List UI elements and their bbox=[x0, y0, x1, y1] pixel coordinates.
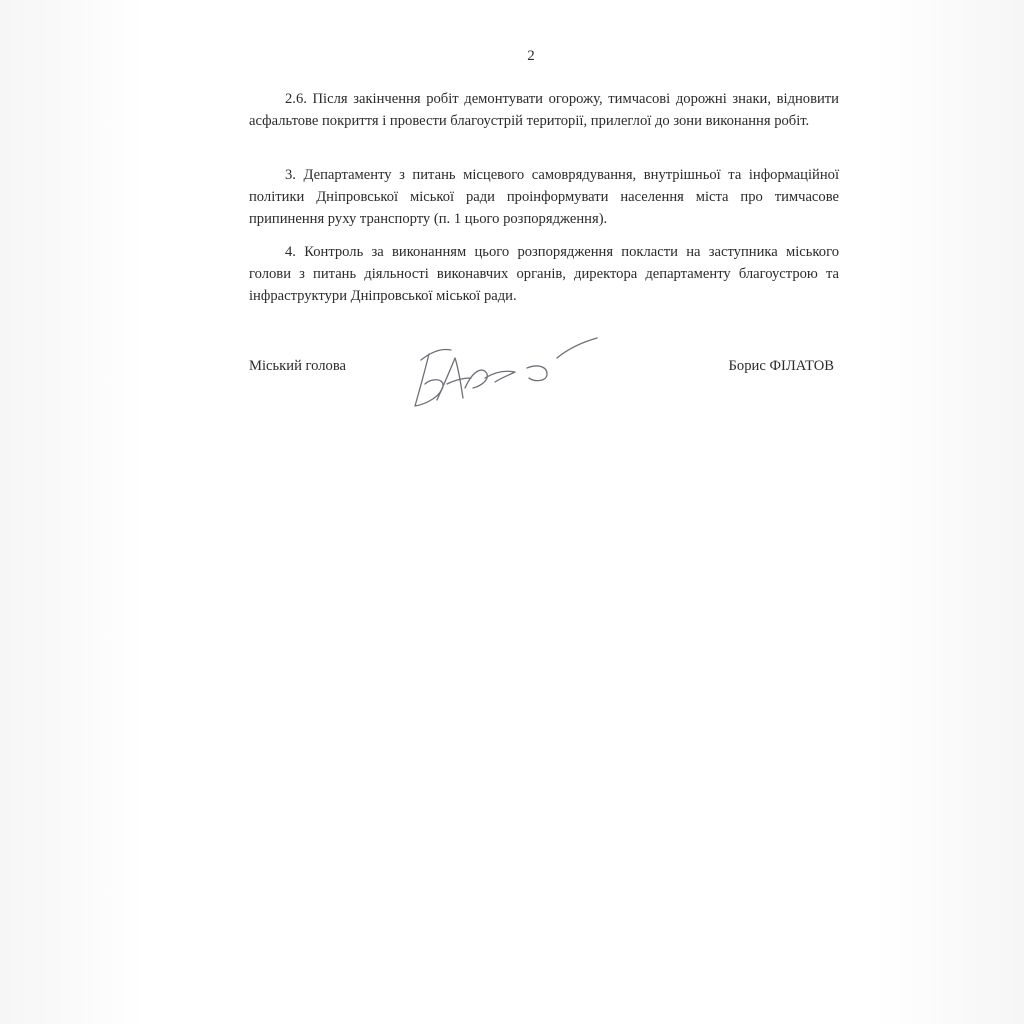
paragraph-4: 4. Контроль за виконанням цього розпорядження покласти на заступника міського голови з питань діяльності виконавчих органів, директора департаменту благоустрою та інфраструктури Дніпровської міської ради. bbox=[249, 244, 839, 304]
background-right bbox=[876, 0, 1024, 1024]
paragraph-3: 3. Департаменту з питань місцевого самоврядування, внутрішньої та інформаційної політики Дніпровської міської ради проінформувати населення міста про тимчасове припинення руху транспорту (п. 1 цього розпорядження). bbox=[249, 167, 839, 227]
paragraph-2-6: 2.6. Після закінчення робіт демонтувати огорожу, тимчасові дорожні знаки, відновити асфальтове покриття і провести благоустрій території, прилеглої до зони виконання робіт. bbox=[249, 91, 839, 129]
signatory-name: Борис ФІЛАТОВ bbox=[728, 358, 834, 374]
signatory-title: Міський голова bbox=[249, 358, 347, 374]
document-page bbox=[147, 0, 876, 1024]
page-number: 2 bbox=[527, 48, 535, 64]
handwritten-signature bbox=[407, 330, 607, 420]
background-left bbox=[0, 0, 147, 1024]
